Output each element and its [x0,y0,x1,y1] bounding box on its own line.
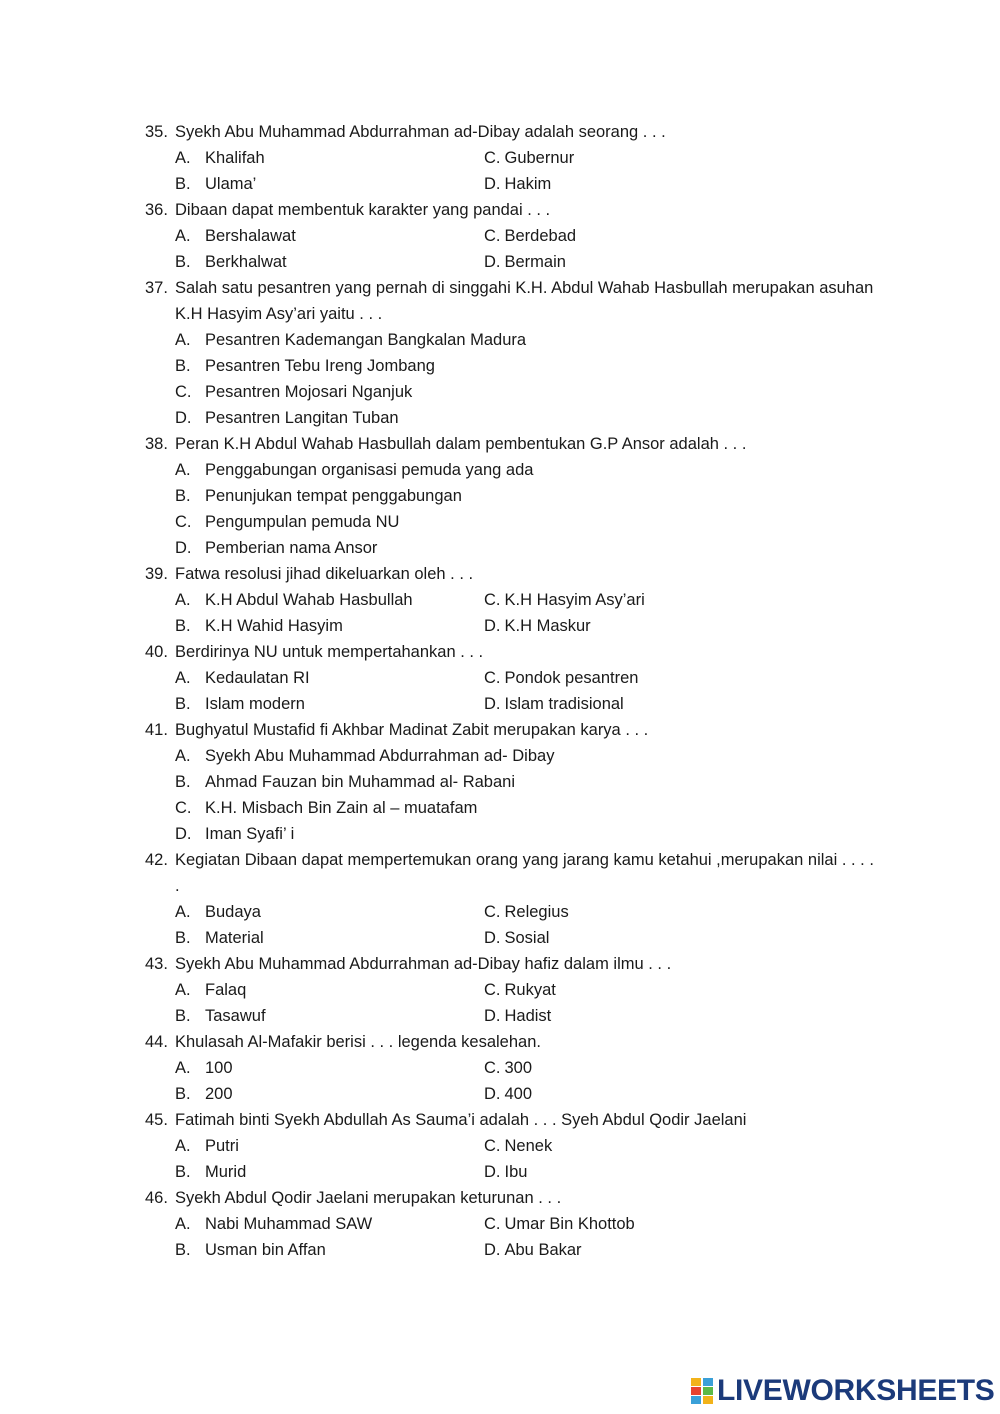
option-row [0,821,1000,847]
option-letter: A. [175,461,191,479]
option-letter: B. [175,175,191,193]
answer-option [484,253,566,272]
option-text: Iman Syafi’ i [205,825,295,843]
question-36 [0,197,1000,275]
option-letter: D. [484,1163,501,1181]
option-row [0,509,1000,535]
question-number: 35. [145,123,168,141]
answer-option [484,903,569,922]
answer-option [175,357,435,376]
answer-option [175,1059,233,1078]
option-text: Sosial [504,929,550,947]
answer-option [175,539,377,558]
option-text: Putri [205,1137,239,1155]
option-letter: A. [175,331,191,349]
option-letter: C. [484,1137,501,1155]
question-number: 43. [145,955,168,973]
question-number: 46. [145,1189,168,1207]
question-number: 36. [145,201,168,219]
option-letter: D. [484,695,501,713]
option-letter: D. [484,1007,501,1025]
question-stem [0,275,1000,327]
option-text: Nabi Muhammad SAW [205,1215,373,1233]
option-letter: B. [175,487,191,505]
option-letter: A. [175,149,191,167]
option-text: Tasawuf [205,1007,266,1025]
question-43 [0,951,1000,1029]
question-text: Syekh Abu Muhammad Abdurrahman ad-Dibay adalah seorang . . . [175,123,666,141]
answer-option [484,617,591,636]
option-text: K.H Maskur [504,617,591,635]
option-text: Pesantren Kademangan Bangkalan Madura [205,331,527,349]
answer-option [175,591,413,610]
question-stem [0,197,1000,223]
option-letter: C. [175,513,192,531]
option-row [0,1081,1000,1107]
option-letter: B. [175,357,191,375]
option-letter: C. [484,903,501,921]
answer-option [175,513,399,532]
option-letter: B. [175,1163,191,1181]
option-row [0,483,1000,509]
option-text: Kedaulatan RI [205,669,310,687]
option-text: Pesantren Langitan Tuban [205,409,399,427]
answer-option [175,1007,266,1026]
option-text: Khalifah [205,149,265,167]
option-text: Abu Bakar [504,1241,582,1259]
answer-option [175,461,533,480]
question-stem [0,717,1000,743]
option-letter: C. [484,227,501,245]
option-row [0,379,1000,405]
option-letter: A. [175,1137,191,1155]
option-text: 100 [205,1059,233,1077]
question-stem [0,119,1000,145]
option-text: Bermain [504,253,566,271]
option-letter: B. [175,1007,191,1025]
question-41 [0,717,1000,847]
option-text: Murid [205,1163,247,1181]
option-row [0,353,1000,379]
option-text: Falaq [205,981,247,999]
option-row [0,587,1000,613]
question-39 [0,561,1000,639]
answer-option [175,1137,239,1156]
option-letter: B. [175,773,191,791]
question-text: Dibaan dapat membentuk karakter yang pandai . . . [175,201,551,219]
question-number: 41. [145,721,168,739]
question-text: Syekh Abu Muhammad Abdurrahman ad-Dibay hafiz dalam ilmu . . . [175,955,672,973]
option-text: Pemberian nama Ansor [205,539,378,557]
answer-option [175,1163,246,1182]
answer-option [484,1163,527,1182]
option-row [0,977,1000,1003]
question-46 [0,1185,1000,1263]
question-text: Peran K.H Abdul Wahab Hasbullah dalam pembentukan G.P Ansor adalah . . . [175,435,747,453]
option-letter: A. [175,747,191,765]
question-text: Fatimah binti Syekh Abdullah As Sauma’i adalah . . . Syeh Abdul Qodir Jaelani [175,1111,747,1129]
answer-option [175,747,554,766]
option-row [0,665,1000,691]
option-text: Budaya [205,903,261,921]
answer-option [484,981,556,1000]
option-letter: A. [175,903,191,921]
option-letter: A. [175,981,191,999]
option-letter: A. [175,669,191,687]
question-stem [0,431,1000,457]
option-text: Usman bin Affan [205,1241,326,1259]
answer-option [484,669,638,688]
option-text: 200 [205,1085,233,1103]
option-letter: D. [484,253,501,271]
option-letter: C. [175,799,192,817]
question-number: 38. [145,435,168,453]
question-text: Syekh Abdul Qodir Jaelani merupakan keturunan . . . [175,1189,562,1207]
question-stem [0,1185,1000,1211]
answer-option [484,929,549,948]
option-letter: A. [175,227,191,245]
option-letter: B. [175,253,191,271]
option-text: Umar Bin Khottob [504,1215,635,1233]
option-letter: D. [175,539,192,557]
question-number: 42. [145,851,168,869]
question-text: Berdirinya NU untuk mempertahankan . . . [175,643,484,661]
option-text: Pondok pesantren [504,669,639,687]
question-text: Bughyatul Mustafid fi Akhbar Madinat Zabit merupakan karya . . . [175,721,649,739]
option-text: Pengumpulan pemuda NU [205,513,400,531]
option-row [0,691,1000,717]
option-letter: C. [484,981,501,999]
question-text: Khulasah Al-Mafakir berisi . . . legenda kesalehan. [175,1033,541,1051]
answer-option [175,825,294,844]
answer-option [484,149,574,168]
option-text: K.H Hasyim Asy’ari [504,591,645,609]
answer-option [175,903,261,922]
question-37 [0,275,1000,431]
option-row [0,223,1000,249]
option-letter: C. [484,1059,501,1077]
option-text: Material [205,929,264,947]
option-row [0,457,1000,483]
option-text: K.H. Misbach Bin Zain al – muatafam [205,799,478,817]
option-letter: D. [484,929,501,947]
question-number: 39. [145,565,168,583]
option-row [0,1133,1000,1159]
answer-option [175,175,256,194]
option-letter: B. [175,929,191,947]
option-row [0,1237,1000,1263]
option-letter: D. [484,175,501,193]
option-row [0,405,1000,431]
option-text: Gubernur [504,149,575,167]
option-text: Islam modern [205,695,305,713]
option-letter: C. [175,383,192,401]
answer-option [484,591,645,610]
answer-option [484,1241,582,1260]
option-row [0,327,1000,353]
option-row [0,769,1000,795]
option-text: Penunjukan tempat penggabungan [205,487,462,505]
answer-option [175,227,296,246]
answer-option [484,1007,551,1026]
answer-option [484,1215,635,1234]
question-40 [0,639,1000,717]
answer-option [175,669,310,688]
option-letter: D. [484,1085,501,1103]
answer-option [175,617,343,636]
option-row [0,249,1000,275]
question-44 [0,1029,1000,1107]
answer-option [175,695,305,714]
answer-option [175,1241,326,1260]
answer-option [175,981,246,1000]
answer-option [175,799,477,818]
option-text: Rukyat [504,981,556,999]
question-stem [0,1107,1000,1133]
option-row [0,1159,1000,1185]
question-45 [0,1107,1000,1185]
option-row [0,899,1000,925]
answer-option [175,773,515,792]
option-row [0,795,1000,821]
option-row [0,145,1000,171]
option-row [0,535,1000,561]
option-letter: B. [175,1241,191,1259]
answer-option [175,1215,372,1234]
question-text: Fatwa resolusi jihad dikeluarkan oleh . . . [175,565,474,583]
option-letter: B. [175,1085,191,1103]
option-letter: A. [175,591,191,609]
answer-option [484,1085,532,1104]
brand-wordmark: LIVEWORKSHEETS [717,1374,995,1407]
option-row [0,613,1000,639]
option-row [0,171,1000,197]
answer-option [175,331,526,350]
option-text: K.H Wahid Hasyim [205,617,343,635]
option-text: Ulama’ [205,175,257,193]
answer-option [175,929,264,948]
question-35 [0,119,1000,197]
option-text: 400 [504,1085,533,1103]
option-text: K.H Abdul Wahab Hasbullah [205,591,413,609]
option-letter: D. [175,409,192,427]
option-text: Ahmad Fauzan bin Muhammad al- Rabani [205,773,515,791]
question-number: 40. [145,643,168,661]
answer-option [175,383,412,402]
question-text: Salah satu pesantren yang pernah di singgahi K.H. Abdul Wahab Hasbullah merupakan asuhan K.H Hasyim Asy’ari yaitu . . . [175,279,874,323]
option-text: Relegius [504,903,569,921]
answer-option [175,409,399,428]
option-text: Berkhalwat [205,253,287,271]
option-letter: D. [484,1241,501,1259]
option-letter: D. [175,825,192,843]
option-text: Hakim [504,175,552,193]
question-stem [0,951,1000,977]
option-text: Bershalawat [205,227,296,245]
answer-option [175,1085,233,1104]
option-row [0,1003,1000,1029]
answer-option [484,1137,552,1156]
option-text: Syekh Abu Muhammad Abdurrahman ad- Dibay [205,747,555,765]
liveworksheets-brand [691,1374,995,1408]
option-text: Ibu [504,1163,528,1181]
option-letter: C. [484,591,501,609]
answer-option [175,487,462,506]
question-stem [0,847,1000,899]
option-letter: C. [484,669,501,687]
option-text: Penggabungan organisasi pemuda yang ada [205,461,534,479]
option-text: Hadist [504,1007,552,1025]
answer-option [484,695,624,714]
option-letter: B. [175,617,191,635]
worksheet-questions [0,119,1000,1263]
question-number: 45. [145,1111,168,1129]
option-text: 300 [504,1059,533,1077]
question-stem [0,639,1000,665]
question-42 [0,847,1000,951]
option-text: Pesantren Tebu Ireng Jombang [205,357,435,375]
option-row [0,1055,1000,1081]
question-stem [0,1029,1000,1055]
option-letter: A. [175,1059,191,1077]
answer-option [175,253,287,272]
option-row [0,743,1000,769]
question-38 [0,431,1000,561]
option-text: Islam tradisional [504,695,624,713]
answer-option [484,175,551,194]
option-letter: A. [175,1215,191,1233]
question-number: 37. [145,279,168,297]
option-letter: C. [484,149,501,167]
option-letter: B. [175,695,191,713]
option-text: Nenek [504,1137,553,1155]
option-row [0,925,1000,951]
answer-option [484,1059,532,1078]
option-letter: C. [484,1215,501,1233]
option-text: Berdebad [504,227,577,245]
answer-option [175,149,265,168]
question-number: 44. [145,1033,168,1051]
question-stem [0,561,1000,587]
option-row [0,1211,1000,1237]
option-letter: D. [484,617,501,635]
liveworksheets-logo-icon [691,1378,713,1404]
answer-option [484,227,576,246]
question-text: Kegiatan Dibaan dapat mempertemukan orang yang jarang kamu ketahui ,merupakan nilai . . . . . [175,851,874,895]
option-text: Pesantren Mojosari Nganjuk [205,383,413,401]
